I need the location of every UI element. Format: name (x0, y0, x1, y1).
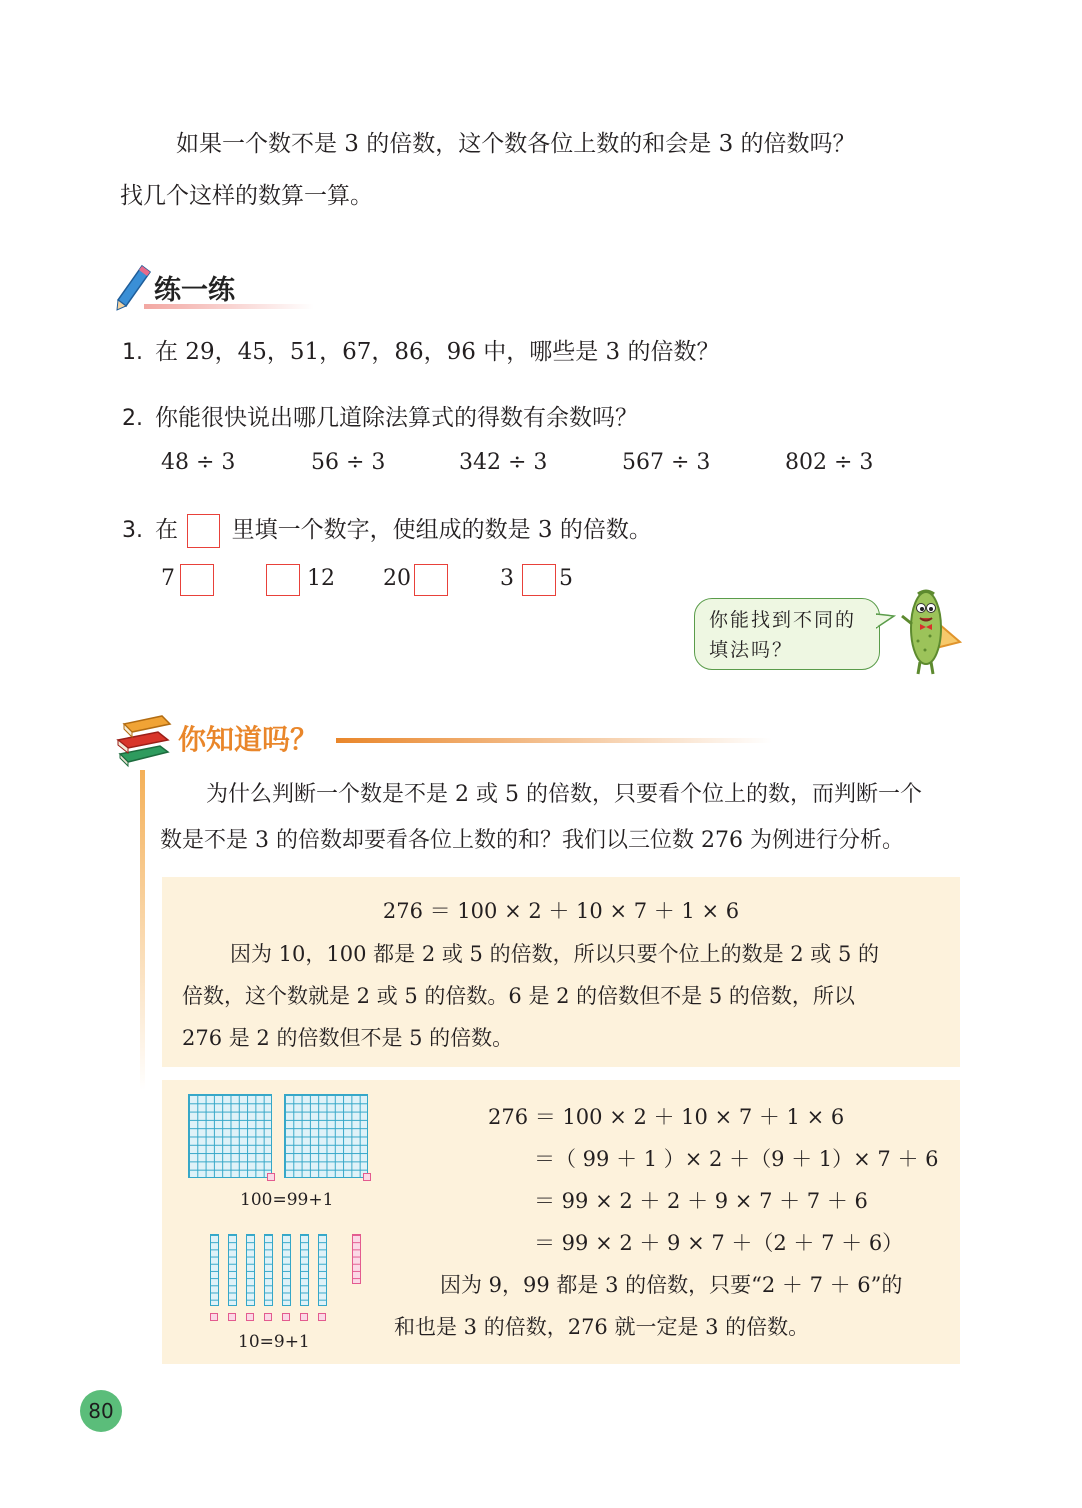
answer-box-b[interactable] (266, 564, 300, 596)
intro-line-2: 找几个这样的数算一算。 (120, 183, 373, 209)
panel2-eq-4: ＝ 99 × 2 ＋ 9 × 7 ＋（2 ＋ 7 ＋ 6） (534, 1231, 904, 1255)
item-a-digit: 7 (161, 566, 175, 591)
cucumber-mascot-icon (898, 586, 962, 678)
caption-hundred: 100=99+1 (240, 1190, 334, 1210)
unit-cube (264, 1313, 272, 1321)
explanation-panel-1 (162, 877, 960, 1067)
panel2-eq-2: ＝（ 99 ＋ 1 ）× 2 ＋（9 ＋ 1）× 7 ＋ 6 (534, 1147, 939, 1171)
page-number-badge (80, 1390, 122, 1432)
caption-ten: 10=9+1 (238, 1332, 310, 1352)
explanation-panel-2 (162, 1080, 960, 1364)
expr-3: 342 ÷ 3 (459, 450, 548, 475)
panel1-line-2: 倍数，这个数就是 2 或 5 的倍数。6 是 2 的倍数但不是 5 的倍数，所以 (182, 984, 855, 1008)
hundred-block-2 (284, 1094, 368, 1178)
q1-number: 1. (122, 340, 143, 365)
orange-rule (336, 738, 772, 743)
didyouknow-header (114, 706, 774, 772)
panel2-eq-1: 276 ＝ 100 × 2 ＋ 10 × 7 ＋ 1 × 6 (488, 1105, 845, 1129)
answer-box-a[interactable] (180, 564, 214, 596)
unit-cube (300, 1313, 308, 1321)
unit-cube-2 (363, 1173, 371, 1181)
answer-box-d[interactable] (522, 564, 556, 596)
didyouknow-title: 你知道吗？ (178, 723, 319, 756)
ten-rod (300, 1234, 309, 1306)
q3-pre: 在 (155, 517, 178, 543)
ten-rod (282, 1234, 291, 1306)
panel1-paragraph (182, 933, 952, 1059)
ten-rod (318, 1234, 327, 1306)
panel2-eq-3: ＝ 99 × 2 ＋ 2 ＋ 9 × 7 ＋ 7 ＋ 6 (534, 1189, 868, 1213)
answer-box-c[interactable] (414, 564, 448, 596)
unit-cube (228, 1313, 236, 1321)
unit-cube-1 (267, 1173, 275, 1181)
ten-rod (228, 1234, 237, 1306)
dyk-intro-line-2: 数是不是 3 的倍数却要看各位上数的和？我们以三位数 276 为例进行分析。 (160, 828, 904, 853)
practice-title: 练一练 (154, 275, 235, 306)
expr-4: 567 ÷ 3 (622, 450, 711, 475)
bubble-tail-icon (876, 612, 896, 632)
hundred-block-1 (188, 1094, 272, 1178)
practice-header (114, 264, 304, 314)
ten-rod (264, 1234, 273, 1306)
question-3 (122, 504, 652, 557)
answer-box-example (187, 514, 220, 548)
expr-1: 48 ÷ 3 (161, 450, 236, 475)
speech-bubble (694, 598, 880, 670)
intro-paragraph (120, 118, 970, 222)
page-number: 80 (88, 1399, 114, 1423)
unit-cube (210, 1313, 218, 1321)
item-c-digits: 20 (383, 566, 411, 591)
panel1-line-1: 因为 10，100 都是 2 或 5 的倍数，所以只要个位上的数是 2 或 5 的 (230, 942, 879, 966)
red-unit-column (352, 1234, 361, 1284)
panel2-line-2: 和也是 3 的倍数，276 就一定是 3 的倍数。 (394, 1315, 810, 1339)
base-ten-illustration (162, 1080, 392, 1364)
panel1-equation: 276 ＝ 100 × 2 ＋ 10 × 7 ＋ 1 × 6 (382, 899, 740, 923)
q3-number: 3. (122, 518, 143, 543)
item-d-digit: 3 (500, 566, 514, 591)
item-d-last-digit: 5 (559, 566, 573, 591)
q1-text: 在 29，45，51，67，86，96 中，哪些是 3 的倍数？ (155, 339, 720, 365)
books-icon (114, 706, 174, 768)
question-2 (122, 392, 638, 445)
ten-rod (246, 1234, 255, 1306)
q2-number: 2. (122, 406, 143, 431)
unit-cube (318, 1313, 326, 1321)
q2-text: 你能很快说出哪几道除法算式的得数有余数吗？ (155, 405, 638, 431)
panel2-line-1: 因为 9，99 都是 3 的倍数，只要“2 ＋ 7 ＋ 6”的 (440, 1273, 903, 1297)
question-1 (122, 326, 719, 379)
dyk-intro-line-1: 为什么判断一个数是不是 2 或 5 的倍数，只要看个位上的数，而判断一个 (206, 782, 922, 807)
intro-line-1: 如果一个数不是 3 的倍数，这个数各位上数的和会是 3 的倍数吗？ (176, 131, 856, 157)
q3-text: 里填一个数字，使组成的数是 3 的倍数。 (231, 517, 652, 543)
didyouknow-intro (160, 772, 970, 864)
expr-2: 56 ÷ 3 (311, 450, 386, 475)
fill-in-items (161, 562, 601, 598)
item-b-digits: 12 (307, 566, 335, 591)
bubble-text: 你能找到不同的填法吗？ (709, 609, 857, 661)
left-accent-bar (140, 770, 145, 1090)
unit-cube (282, 1313, 290, 1321)
ten-rod (210, 1234, 219, 1306)
unit-cube (246, 1313, 254, 1321)
division-expressions (161, 450, 921, 480)
panel1-line-3: 276 是 2 的倍数但不是 5 的倍数。 (182, 1026, 514, 1050)
expr-5: 802 ÷ 3 (785, 450, 874, 475)
